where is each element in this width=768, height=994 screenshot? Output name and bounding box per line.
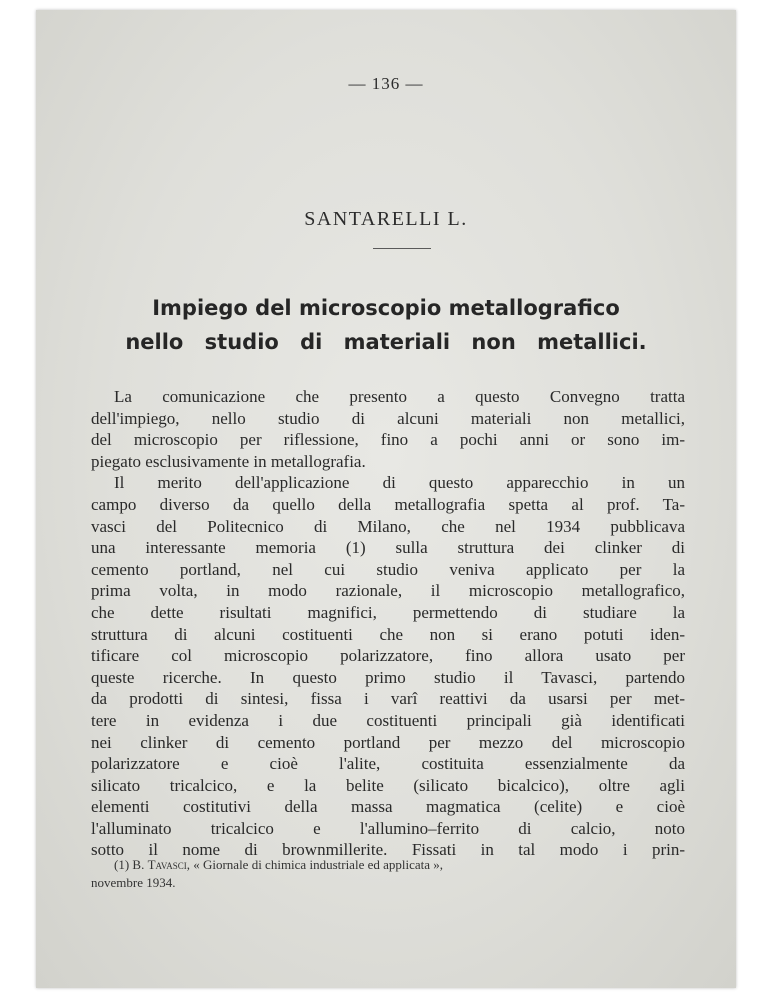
body-line: una interessante memoria (1) sulla struttura dei clinker di [91,538,685,558]
body-line: l'alluminato tricalcico e l'allumino–ferrito di calcio, noto [91,818,685,838]
body-line: sotto il nome di brownmillerite. Fissati in tal modo i prin- [91,840,685,860]
body-line: da prodotti di sintesi, fissa i varî reattivi da usarsi per met- [91,689,685,709]
body-line: campo diverso da quello della metallografia spetta al prof. Ta- [91,494,685,514]
body-line: dell'impiego, nello studio di alcuni materiali non metallici, [91,408,685,428]
footnote-line-1 [91,856,685,874]
footnote-citation: « Giornale di chimica industriale ed applicata », [193,857,444,872]
footnote [91,856,685,892]
body-line: vasci del Politecnico di Milano, che nel 1934 pubblicava [91,516,685,536]
footnote-continuation: novembre 1934. [91,875,176,890]
title-line-2: nello studio di materiali non metallici. [125,330,647,354]
body-line: nei clinker di cemento portland per mezzo del microscopio [91,732,685,752]
body-line: La comunicazione che presento a questo Convegno tratta [114,387,685,406]
body-text [91,386,685,861]
body-line: tere in evidenza i due costituenti principali già identificati [91,710,685,730]
body-line: del microscopio per riflessione, fino a pochi anni or sono im- [91,430,685,450]
footnote-author: Tavasci, [147,857,190,872]
body-line: queste ricerche. In questo primo studio il Tavasci, partendo [91,667,685,687]
body-line: Il merito dell'applicazione di questo apparecchio in un [114,473,685,493]
article-title [36,291,736,359]
body-line: prima volta, in modo razionale, il microscopio metallografico, [91,581,685,601]
body-line: che dette risultati magnifici, permettendo di studiare la [91,602,685,622]
body-line: struttura di alcuni costituenti che non si erano potuti iden- [91,624,685,644]
footnote-marker: (1) B. [114,857,145,872]
body-line: tificare col microscopio polarizzatore, fino allora usato per [91,646,685,666]
body-line: cemento portland, nel cui studio veniva applicato per la [91,559,685,579]
author-divider-rule [373,248,431,249]
title-line-1: Impiego del microscopio metallografico [152,296,620,320]
body-line: polarizzatore e cioè l'alite, costituita essenzialmente da [91,754,685,774]
body-line: elementi costitutivi della massa magmatica (celite) e cioè [91,797,685,817]
author-name: SANTARELLI L. [304,208,468,230]
body-line: silicato tricalcico, e la belite (silicato bicalcico), oltre agli [91,775,685,795]
scanned-page [36,10,736,988]
page-number: — 136 — [348,74,424,93]
body-line: piegato esclusivamente in metallografia. [91,451,366,471]
